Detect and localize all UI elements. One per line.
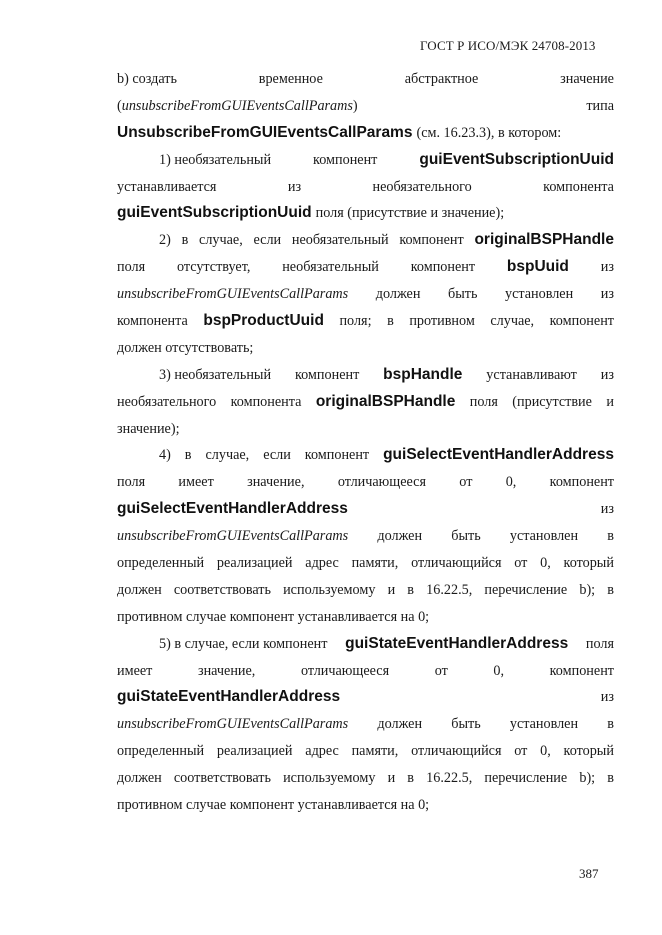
text-segment: компонент [313,151,378,168]
text-segment: значение, [197,662,256,679]
text-segment: компонент [549,313,614,330]
text-segment: (присутствие [512,393,592,410]
text-segment: компонент [304,447,370,464]
text-segment: адрес [305,555,339,572]
text-segment: поля [469,393,498,410]
component-name: guiEventSubscriptionUuid [117,204,312,222]
text-segment: должен [377,716,423,733]
text-line [117,97,614,124]
text-segment: противном случае компонент устанавливается на 0; [117,797,430,814]
text-segment: в [607,528,614,545]
text-line [117,231,614,258]
text-line [117,420,614,447]
text-line [117,473,614,500]
text-segment: определенный [117,555,205,572]
component-name: guiStateEventHandlerAddress [345,634,569,652]
text-segment: соответствовать [173,581,271,598]
document-body [117,70,614,823]
text-segment: поля; [339,313,372,330]
text-line [117,769,614,796]
text-line [117,446,614,473]
text-segment: должен [117,581,162,598]
text-segment: установлен [509,528,579,545]
text-segment: b); [579,581,596,598]
text-segment: компонент [294,366,360,383]
text-segment: отличающееся [300,662,390,679]
component-name: originalBSPHandle [315,392,456,410]
text-segment: перечисление [484,770,568,787]
value-name: unsubscribeFromGUIEventsCallParams [117,528,349,545]
text-segment: 5) в случае, если компонент [159,635,328,652]
text-segment: из [600,501,614,518]
text-line [117,70,614,97]
text-line [117,688,614,715]
text-segment: установлен [509,716,579,733]
value-name: unsubscribeFromGUIEventsCallParams [117,716,349,733]
text-segment: случае, [205,447,250,464]
component-name: guiSelectEventHandlerAddress [117,500,348,518]
text-segment: 0, [493,662,505,679]
text-segment: который [563,743,614,760]
text-segment: памяти, [351,555,399,572]
text-segment: если [253,232,282,249]
text-segment: 16.22.5, [426,581,473,598]
text-segment: в [181,232,189,249]
text-line [117,715,614,742]
text-segment: из [600,366,614,383]
text-segment: необязательного [372,178,472,195]
text-segment: от [459,474,473,491]
text-segment: устанавливается [117,178,217,195]
text-segment: компонента [230,393,302,410]
text-segment: используемому [283,770,376,787]
text-segment: быть [451,716,481,733]
text-segment: поля [117,259,146,276]
text-segment: отличающееся [337,474,426,491]
text-segment: 2) [159,232,171,249]
text-segment: памяти, [351,743,399,760]
text-segment: компонент [549,662,614,679]
text-segment: из [600,259,614,276]
text-line [117,608,614,635]
text-segment: 3) необязательный [159,366,272,383]
text-segment: значение [560,71,614,87]
text-segment: должен [375,286,421,303]
text-segment: соответствовать [173,770,271,787]
text-segment: компонента [543,178,614,195]
text-segment: поля [585,635,614,652]
value-name: unsubscribeFromGUIEventsCallParams [117,286,349,303]
text-segment: и [387,581,396,598]
text-segment: (см. 16.23.3), в котором: [416,124,562,141]
document-header: ГОСТ Р ИСО/МЭК 24708-2013 [420,38,596,53]
text-line [117,527,614,554]
text-line [117,204,614,231]
text-segment: в [607,770,614,787]
text-segment: имеет [178,474,214,491]
text-segment: от [434,662,448,679]
text-segment: случае, [490,313,535,330]
text-segment: в [607,581,614,598]
text-segment: необязательный [291,232,389,249]
text-segment: который [563,555,614,572]
text-segment: абстрактное [404,71,479,87]
text-segment: реализацией [216,555,293,572]
text-line [117,500,614,527]
text-segment: компонент [399,232,464,249]
text-segment: отсутствует, [176,259,251,276]
text-segment: из [600,286,614,303]
text-segment: должен [117,770,162,787]
text-segment: от [514,743,528,760]
text-segment: в [407,770,414,787]
component-name: bspHandle [383,365,463,383]
text-segment: в [387,313,394,330]
text-segment: 0, [540,555,551,572]
text-segment: используемому [283,581,376,598]
component-name: guiStateEventHandlerAddress [117,688,341,706]
text-segment: противном случае компонент устанавливается на 0; [117,608,430,625]
text-segment: быть [451,528,481,545]
component-name: bspUuid [506,258,569,276]
text-line [117,581,614,608]
text-segment: компонент [410,259,476,276]
text-segment: должен отсутствовать; [117,339,254,356]
text-line [117,635,614,662]
text-line [117,554,614,581]
text-line [117,339,614,366]
text-segment: 0, [505,474,517,491]
text-segment: реализацией [216,743,293,760]
text-segment: в [184,447,192,464]
text-segment: типа [586,97,614,114]
text-segment: компонента [117,313,188,330]
text-segment: поля [117,474,146,491]
text-segment: случае, [199,232,243,249]
text-line [117,796,614,823]
component-name: UnsubscribeFromGUIEventsCallParams [117,123,413,141]
text-segment: и [387,770,396,787]
text-segment: значение); [117,420,180,437]
component-name: guiEventSubscriptionUuid [419,150,614,168]
text-line [117,742,614,769]
text-segment: противном [409,313,475,330]
text-segment: установлен [504,286,574,303]
text-line [117,366,614,393]
text-segment: компонент [549,474,614,491]
text-line [117,662,614,689]
text-segment: из [287,178,302,195]
text-segment: должен [377,528,423,545]
text-segment: быть [448,286,478,303]
text-segment: определенный [117,743,205,760]
text-segment: 16.22.5, [426,770,473,787]
component-name: bspProductUuid [203,312,324,330]
text-segment: b) создать [117,71,177,87]
text-segment: от [514,555,528,572]
text-segment: значение, [247,474,305,491]
text-segment: временное [258,71,323,87]
text-segment: в [607,716,614,733]
text-segment: необязательного [117,393,217,410]
text-line [117,151,614,178]
text-segment: отличающийся [411,743,502,760]
text-segment: из [600,689,614,706]
text-segment: поля (присутствие и значение); [315,205,505,222]
text-line [117,312,614,339]
text-segment: b); [579,770,596,787]
text-segment: в [407,581,414,598]
text-segment: имеет [117,662,153,679]
text-line [117,258,614,285]
text-line [117,393,614,420]
text-line [117,285,614,312]
text-segment: (unsubscribeFromGUIEventsCallParams) [117,97,358,114]
text-line [117,124,614,151]
text-segment: если [263,447,291,464]
page-number: 387 [579,866,599,881]
text-segment: и [606,393,614,410]
text-segment: перечисление [484,581,568,598]
component-name: originalBSPHandle [474,231,614,249]
component-name: guiSelectEventHandlerAddress [383,446,614,464]
text-segment: устанавливают [486,366,577,383]
text-line [117,178,614,205]
text-segment: адрес [305,743,339,760]
text-segment: отличающийся [411,555,502,572]
text-segment: необязательный [282,259,379,276]
text-segment: 1) необязательный [159,151,272,168]
text-segment: 4) [159,447,171,464]
text-segment: 0, [540,743,551,760]
